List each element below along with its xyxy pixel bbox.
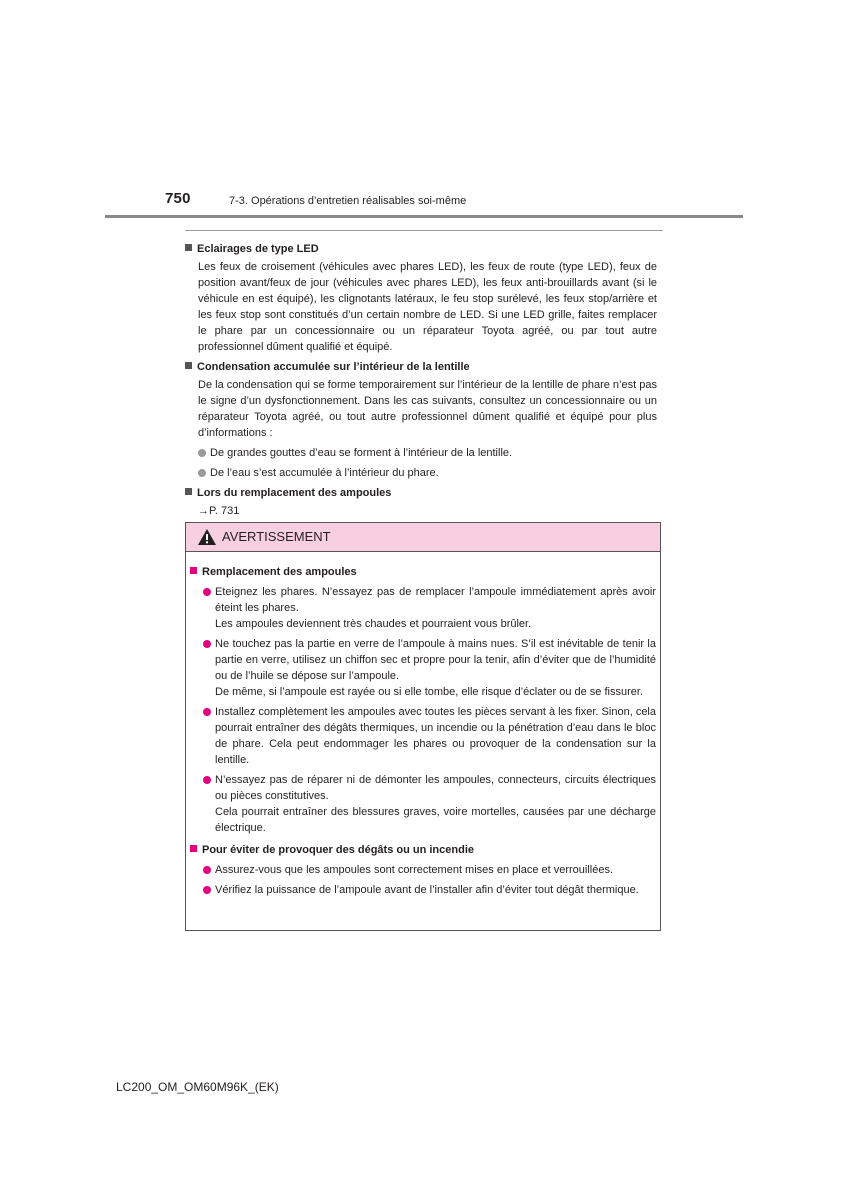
bullet-dot-icon [203, 588, 211, 596]
main-content [185, 237, 657, 519]
section-heading: Lors du remplacement des ampoules [197, 487, 392, 499]
content-rule [185, 230, 663, 231]
square-bullet-icon [185, 488, 192, 495]
bullet-dot-icon [203, 708, 211, 716]
section-led [185, 241, 657, 355]
list-item: Installez complètement les ampoules avec toutes les pièces servant à les fixer. Sinon, cela pourrait entraîner des dégâts thermiques, un incendie ou la pénétration d’eau dans le bloc de phare. Cela peut endommager les phares ou provoquer de la condensation sur la lentille. [203, 704, 656, 768]
warning-heading: Pour éviter de provoquer des dégâts ou un incendie [202, 844, 474, 856]
list-item: Assurez-vous que les ampoules sont correctement mises en place et verrouillées. [203, 862, 656, 878]
warning-box [185, 522, 661, 931]
square-bullet-icon [190, 845, 197, 852]
bullet-dot-icon [198, 449, 206, 457]
section-bulb-replacement [185, 485, 657, 519]
list-item: Eteignez les phares. N’essayez pas de remplacer l’ampoule immédiatement après avoir éteint les phares. Les ampoules deviennent très chaudes et pourraient vous brûler. [203, 584, 656, 632]
warning-triangle-icon [198, 529, 216, 545]
list-item: N’essayez pas de réparer ni de démonter les ampoules, connecteurs, circuits électriques ou pièces constitutives. Cela pourrait entraîner des blessures graves, voire mortelles, causées par une décharge électrique. [203, 772, 656, 836]
page-number: 750 [165, 190, 191, 207]
square-bullet-icon [185, 362, 192, 369]
list-item: De grandes gouttes d’eau se forment à l’intérieur de la lentille. [198, 445, 657, 461]
square-bullet-icon [185, 244, 192, 251]
header-rule [105, 215, 743, 218]
warning-body [186, 552, 660, 898]
section-condensation [185, 359, 657, 481]
section-title: 7-3. Opérations d’entretien réalisables soi-même [229, 195, 467, 207]
warning-header [186, 523, 660, 552]
bullet-dot-icon [203, 640, 211, 648]
list-item: De l’eau s’est accumulée à l’intérieur du phare. [198, 465, 657, 481]
page-reference-link[interactable]: →P. 731 [198, 505, 240, 517]
section-heading: Condensation accumulée sur l’intérieur de la lentille [197, 361, 470, 373]
section-text: De la condensation qui se forme temporairement sur l’intérieur de la lentille de phare n’est pas le signe d’un dysfonctionnement. Dans les cas suivants, consultez un concessionnaire ou un réparateur Toyota agréé, ou tout autre professionnel dûment qualifié et équipé pour plus d’informations : [198, 379, 657, 439]
bullet-dot-icon [203, 886, 211, 894]
section-text: Les feux de croisement (véhicules avec phares LED), les feux de route (type LED), feux de position avant/feux de jour (véhicules avec phares LED), les feux anti-brouillards avant (si le véhicule en est équipé), les clignotants latéraux, le feu stop surélevé, les feux stop/arrière et les feux stop sont constitués d’un certain nombre de LED. Si une LED grille, faites remplacer le phare par un concessionnaire ou un réparateur Toyota agréé, ou par tout autre professionnel dûment qualifié et équipé. [198, 261, 657, 353]
bullet-dot-icon [203, 866, 211, 874]
warning-heading: Remplacement des ampoules [202, 566, 357, 578]
bullet-dot-icon [203, 776, 211, 784]
list-item: Ne touchez pas la partie en verre de l’ampoule à mains nues. S’il est inévitable de tenir la partie en verre, utilisez un chiffon sec et propre pour la tenir, afin d’éviter que de l’humidité ou de l’huile se dépose sur l’ampoule. De même, si l’ampoule est rayée ou si elle tombe, elle risque d’éclater ou de se fissurer. [203, 636, 656, 700]
bullet-dot-icon [198, 469, 206, 477]
section-heading: Eclairages de type LED [197, 243, 319, 255]
list-item: Vérifiez la puissance de l’ampoule avant de l’installer afin d’éviter tout dégât thermique. [203, 882, 656, 898]
document-code: LC200_OM_OM60M96K_(EK) [116, 1080, 279, 1094]
square-bullet-icon [190, 567, 197, 574]
warning-title: AVERTISSEMENT [222, 529, 331, 544]
